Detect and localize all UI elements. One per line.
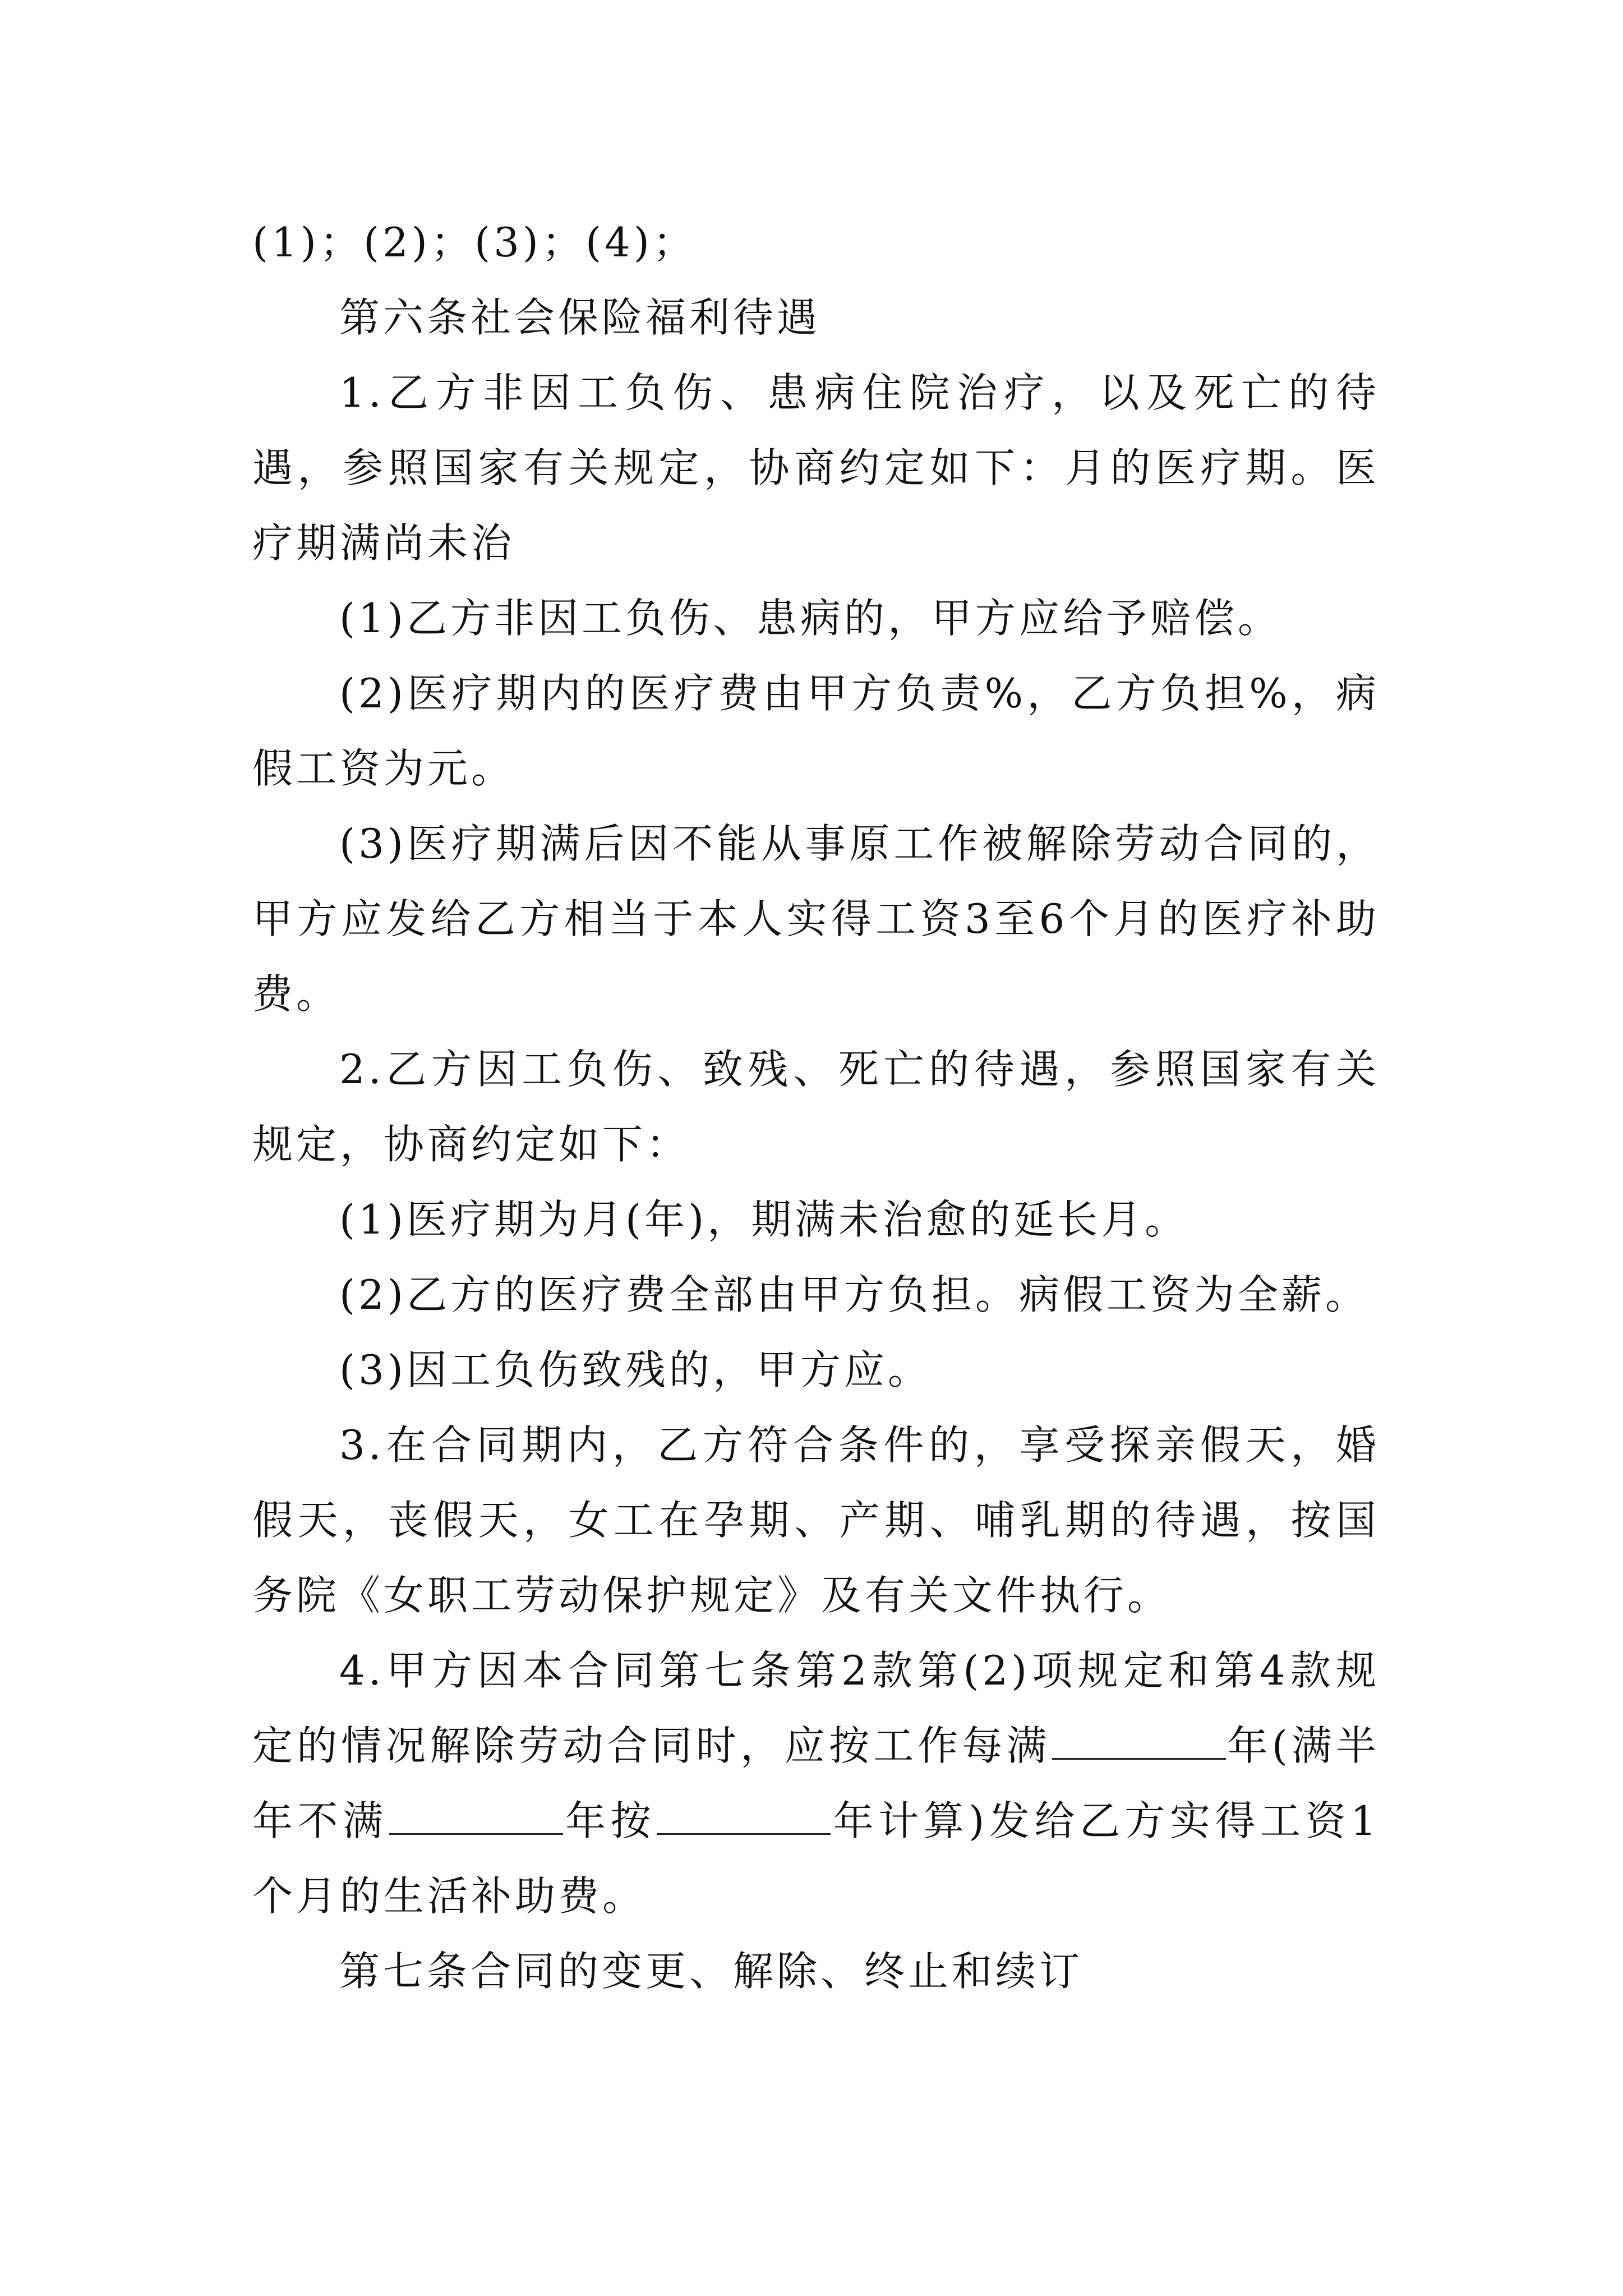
clause-2: 2.乙方因工负伤、致残、死亡的待遇，参照国家有关规定，协商约定如下： [252, 1046, 1380, 1168]
clause-4-text-d: 年计算)发给乙方实得工资1个月的生活补助费。 [252, 1797, 1380, 1920]
fill-in-blank [389, 1800, 563, 1835]
clause-1-item-2: (2)医疗期内的医疗费由甲方负责%，乙方负担%，病假工资为元。 [252, 670, 1380, 792]
clause-3: 3.在合同期内，乙方符合条件的，享受探亲假天，婚假天，丧假天，女工在孕期、产期、哺乳期的待遇，按国务院《女职工劳动保护规定》及有关文件执行。 [252, 1421, 1380, 1619]
clause-4-text-c: 年按 [564, 1797, 656, 1844]
clause-2-item-3: (3)因工负伤致残的，甲方应。 [339, 1346, 932, 1393]
item-list-line: (1)；(2)；(3)；(4)； [252, 219, 697, 266]
clause-2-item-2: (2)乙方的医疗费全部由甲方负担。病假工资为全薪。 [339, 1271, 1369, 1318]
clause-1-item-1: (1)乙方非因工负伤、患病的，甲方应给予赔偿。 [339, 595, 1281, 642]
fill-in-blank [657, 1800, 831, 1835]
article-seven-heading: 第七条合同的变更、解除、终止和续订 [339, 1948, 1083, 1995]
clause-1: 1.乙方非因工负伤、患病住院治疗，以及死亡的待遇，参照国家有关规定，协商约定如下：月的医疗期。医疗期满尚未治 [252, 369, 1380, 567]
clause-1-item-3: (3)医疗期满后因不能从事原工作被解除劳动合同的，甲方应发给乙方相当于本人实得工资3至6个月的医疗补助费。 [252, 820, 1380, 1018]
clause-4-text-a: 4.甲方因本合同第七条第2款第(2)项规定和第4款规定的情况解除劳动合同时，应按工作每满 [252, 1647, 1380, 1769]
fill-in-blank [1052, 1724, 1226, 1760]
clause-4-text-b: 年(满半年不满 [252, 1722, 1380, 1844]
document-body [252, 205, 1380, 2009]
clause-4 [252, 1633, 1380, 1934]
clause-2-item-1: (1)医疗期为月(年)，期满未治愈的延长月。 [339, 1196, 1189, 1243]
article-six-heading: 第六条社会保险福利待遇 [339, 294, 821, 341]
